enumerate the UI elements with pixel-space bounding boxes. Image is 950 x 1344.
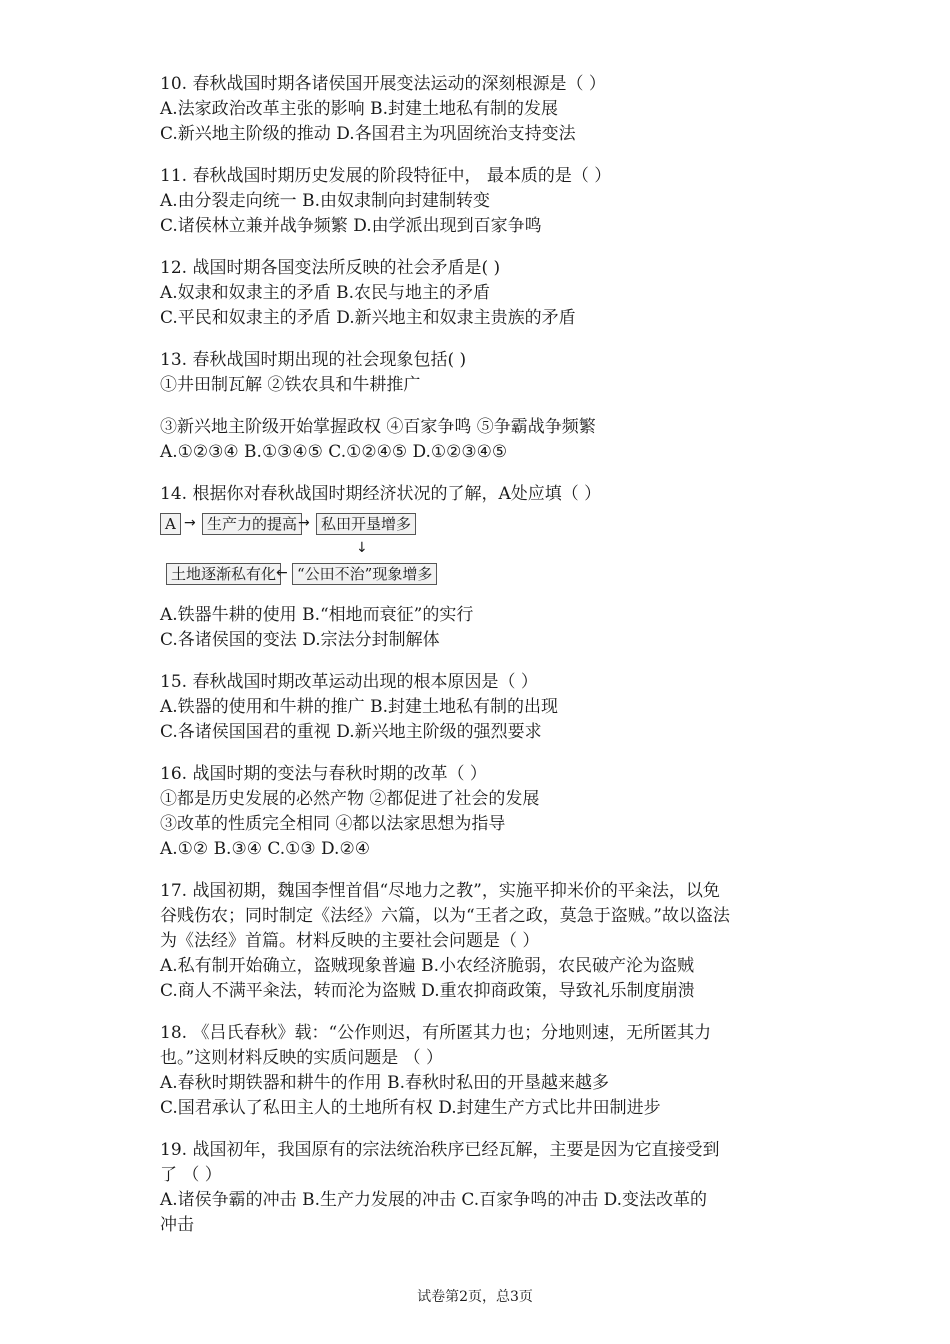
option-line: A.铁器的使用和牛耕的推广 B.封建土地私有制的出现: [160, 697, 558, 717]
question-stem: 13. 春秋战国时期出现的社会现象包括( ): [160, 350, 467, 370]
option-line: C.诸侯林立兼并战争频繁 D.由学派出现到百家争鸣: [160, 216, 542, 236]
option-line: A.①② B.③④ C.①③ D.②④: [160, 839, 370, 859]
question-stem: 18. 《吕氏春秋》载：“公作则迟，有所匿其力也；分地则速，无所匿其力: [160, 1023, 712, 1043]
statement-line: ③改革的性质完全相同 ④都以法家思想为指导: [160, 814, 506, 834]
right-arrow-icon: →: [298, 515, 310, 531]
statement-line: ①井田制瓦解 ②铁农具和牛耕推广: [160, 375, 421, 395]
question-stem: 10. 春秋战国时期各诸侯国开展变法运动的深刻根源是（ ）: [160, 74, 606, 94]
diagram-box-a: A: [160, 513, 181, 535]
page-footer: 试卷第2页，总3页: [417, 1289, 533, 1305]
question-14: [160, 482, 800, 653]
question-stem: 了 （ ）: [160, 1165, 222, 1185]
left-arrow-icon: ←: [276, 565, 288, 581]
exam-page: [160, 72, 800, 1255]
question-stem: 为《法经》首篇。材料反映的主要社会问题是（ ）: [160, 931, 540, 951]
question-13: [160, 348, 800, 465]
question-stem: 11. 春秋战国时期历史发展的阶段特征中， 最本质的是（ ）: [160, 166, 612, 186]
question-18: [160, 1021, 800, 1121]
right-arrow-icon: →: [184, 515, 196, 531]
option-line: A.诸侯争霸的冲击 B.生产力发展的冲击 C.百家争鸣的冲击 D.变法改革的: [160, 1190, 708, 1210]
option-line: A.法家政治改革主张的影响 B.封建土地私有制的发展: [160, 99, 558, 119]
down-arrow-icon: ↓: [356, 540, 368, 556]
option-line: A.①②③④ B.①③④⑤ C.①②④⑤ D.①②③④⑤: [160, 442, 508, 462]
question-stem: 17. 战国初期，魏国李悝首倡“尽地力之教”，实施平抑米价的平籴法，以免: [160, 881, 720, 901]
question-stem: 16. 战国时期的变法与春秋时期的改革（ ）: [160, 764, 487, 784]
option-line: A.春秋时期铁器和耕牛的作用 B.春秋时私田的开垦越来越多: [160, 1073, 609, 1093]
diagram-box-privatization: 土地逐渐私有化: [166, 563, 281, 585]
diagram-box-productivity: 生产力的提高: [202, 513, 302, 535]
diagram-box-private-land: 私田开垦增多: [316, 513, 416, 535]
question-stem: 15. 春秋战国时期改革运动出现的根本原因是（ ）: [160, 672, 538, 692]
option-line: C.商人不满平籴法，转而沦为盗贼 D.重农抑商政策，导致礼乐制度崩溃: [160, 981, 695, 1001]
option-line: C.各诸侯国的变法 D.宗法分封制解体: [160, 630, 440, 650]
statement-line: ③新兴地主阶级开始掌握政权 ④百家争鸣 ⑤争霸战争频繁: [160, 417, 596, 437]
question-stem: 14. 根据你对春秋战国时期经济状况的了解，A处应填（ ）: [160, 484, 602, 504]
option-line: C.国君承认了私田主人的土地所有权 D.封建生产方式比井田制进步: [160, 1098, 661, 1118]
question-stem: 谷贱伤农；同时制定《法经》六篇，以为“王者之政，莫急于盗贼。”故以盗法: [160, 906, 730, 926]
option-line: 冲击: [160, 1215, 194, 1235]
option-line: C.平民和奴隶主的矛盾 D.新兴地主和奴隶主贵族的矛盾: [160, 308, 576, 328]
option-line: A.奴隶和奴隶主的矛盾 B.农民与地主的矛盾: [160, 283, 490, 303]
question-11: [160, 164, 800, 239]
statement-line: ①都是历史发展的必然产物 ②都促进了社会的发展: [160, 789, 540, 809]
question-stem: 12. 战国时期各国变法所反映的社会矛盾是( ): [160, 258, 501, 278]
question-15: [160, 670, 800, 745]
question-17: [160, 879, 800, 1004]
option-line: A.由分裂走向统一 B.由奴隶制向封建制转变: [160, 191, 490, 211]
spacer: [160, 398, 800, 415]
option-line: A.铁器牛耕的使用 B.“相地而衰征”的实行: [160, 605, 474, 625]
question-10: [160, 72, 800, 147]
option-line: C.各诸侯国国君的重视 D.新兴地主阶级的强烈要求: [160, 722, 542, 742]
question-stem: 也。”这则材料反映的实质问题是 （ ）: [160, 1048, 443, 1068]
question-16: [160, 762, 800, 862]
diagram-box-public-land: “公田不治”现象增多: [292, 563, 437, 585]
option-line: A.私有制开始确立，盗贼现象普遍 B.小农经济脆弱，农民破产沦为盗贼: [160, 956, 694, 976]
question-19: [160, 1138, 800, 1238]
question-stem: 19. 战国初年，我国原有的宗法统治秩序已经瓦解，主要是因为它直接受到: [160, 1140, 720, 1160]
flow-diagram: [160, 511, 440, 593]
question-12: [160, 256, 800, 331]
option-line: C.新兴地主阶级的推动 D.各国君主为巩固统治支持变法: [160, 124, 576, 144]
